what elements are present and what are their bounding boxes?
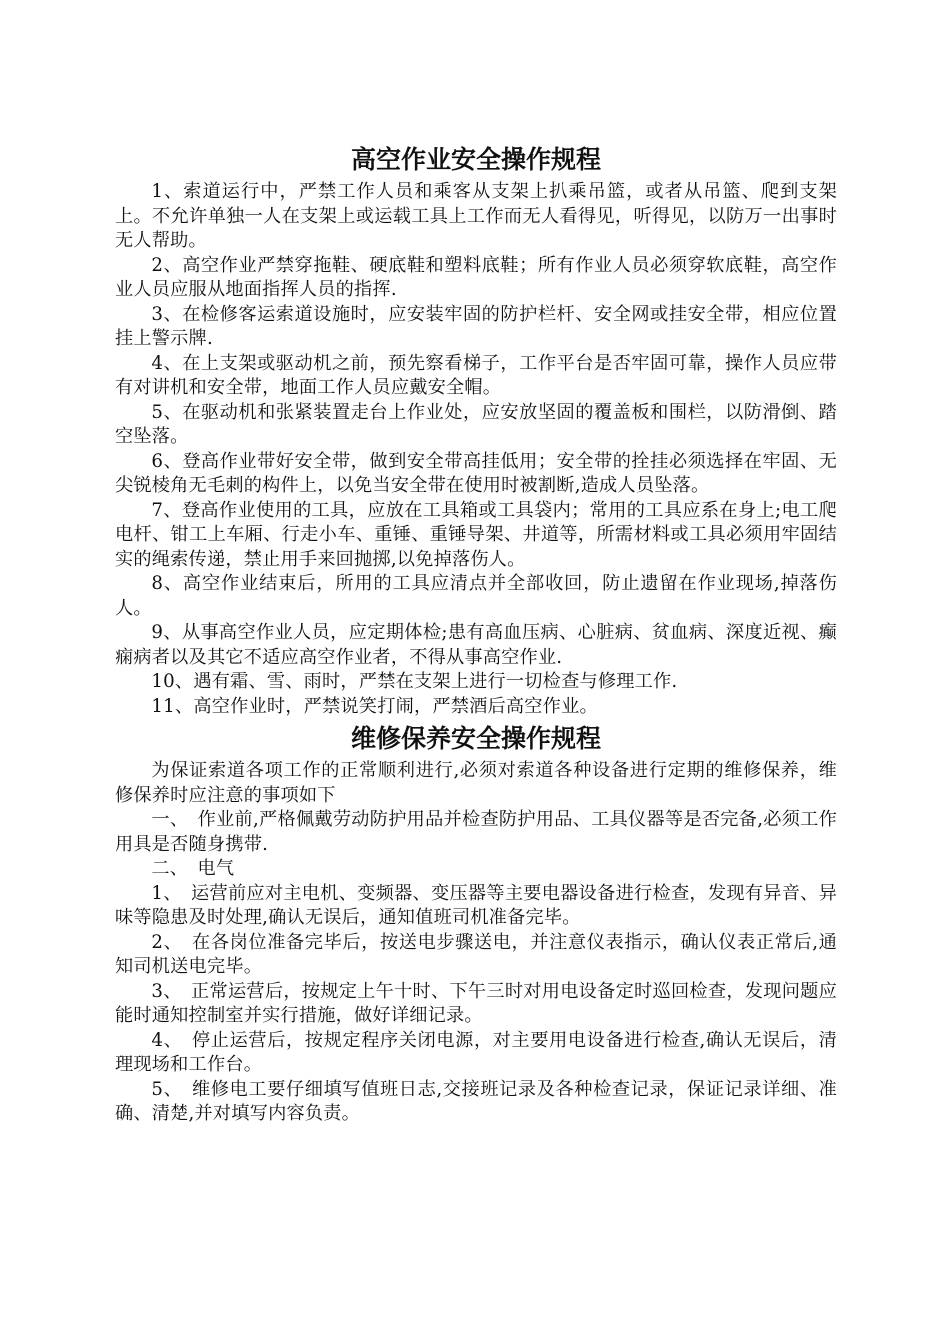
rule-paragraph: 8、高空作业结束后，所用的工具应清点并全部收回，防止遗留在作业现场,掉落伤人。 bbox=[115, 573, 837, 619]
rule-paragraph: 11、高空作业时，严禁说笑打闹，严禁酒后高空作业。 bbox=[151, 695, 598, 717]
rule-paragraph: 2、高空作业严禁穿拖鞋、硬底鞋和塑料底鞋；所有作业人员必须穿软底鞋，高空作业人员应服从地面指挥人员的指挥. bbox=[115, 254, 837, 300]
rule-paragraph: 6、登高作业带好安全带，做到安全带高挂低用；安全带的拴挂必须选择在牢固、无尖锐棱角无毛刺的构件上，以免当安全带在使用时被割断,造成人员坠落。 bbox=[115, 450, 837, 496]
rule-paragraph: 10、遇有霜、雪、雨时，严禁在支架上进行一切检查与修理工作. bbox=[151, 671, 678, 692]
section-title-high-altitude: 高空作业安全操作规程 bbox=[350, 145, 601, 174]
rule-paragraph: 7、登高作业使用的工具，应放在工具箱或工具袋内；常用的工具应系在身上;电工爬电杆、钳工上车厢、行走小车、重锤、重锤导架、井道等，所需材料或工具必须用牢固结实的绳索传递，禁止用手来回抛掷,以免掉落伤人。 bbox=[115, 499, 837, 570]
rule-paragraph: 5、 维修电工要仔细填写值班日志,交接班记录及各种检查记录，保证记录详细、准确、清楚,并对填写内容负责。 bbox=[115, 1078, 837, 1124]
rule-paragraph: 4、在上支架或驱动机之前，预先察看梯子，工作平台是否牢固可靠，操作人员应带有对讲机和安全带，地面工作人员应戴安全帽。 bbox=[115, 352, 837, 398]
document-page bbox=[115, 140, 837, 1127]
section-body-maintenance bbox=[115, 759, 837, 1127]
rule-paragraph: 一、 作业前,严格佩戴劳动防护用品并检查防护用品、工具仪器等是否完备,必须工作用具是否随身携带. bbox=[115, 809, 837, 855]
rule-paragraph: 9、从事高空作业人员，应定期体检;患有高血压病、心脏病、贫血病、深度近视、癫痫病者以及其它不适应高空作业者，不得从事高空作业. bbox=[115, 622, 837, 668]
rule-paragraph: 2、 在各岗位准备完毕后，按送电步骤送电，并注意仪表指示，确认仪表正常后,通知司机送电完毕。 bbox=[115, 931, 837, 977]
rule-paragraph: 3、 正常运营后，按规定上午十时、下午三时对用电设备定时巡回检查，发现问题应能时通知控制室并实行措施，做好详细记录。 bbox=[115, 980, 837, 1026]
rule-paragraph: 3、在检修客运索道设施时，应安装牢固的防护栏杆、安全网或挂安全带，相应位置挂上警示牌. bbox=[115, 303, 837, 349]
rule-paragraph: 为保证索道各项工作的正常顺利进行,必须对索道各种设备进行定期的维修保养，维修保养时应注意的事项如下 bbox=[115, 760, 837, 806]
rule-paragraph: 二、 电气 bbox=[151, 858, 235, 879]
rule-paragraph: 1、 运营前应对主电机、变频器、变压器等主要电器设备进行检查，发现有异音、异味等隐患及时处理,确认无误后，通知值班司机准备完毕。 bbox=[115, 882, 837, 928]
rule-paragraph: 5、在驱动机和张紧装置走台上作业处，应安放坚固的覆盖板和围栏，以防滑倒、踏空坠落。 bbox=[115, 401, 837, 447]
section-body-high-altitude bbox=[115, 180, 837, 719]
section-title-maintenance: 维修保养安全操作规程 bbox=[350, 724, 601, 753]
rule-paragraph: 1、索道运行中，严禁工作人员和乘客从支架上扒乘吊篮，或者从吊篮、爬到支架上。不允许单独一人在支架上或运载工具上工作而无人看得见，听得见，以防万一出事时无人帮助。 bbox=[115, 181, 837, 251]
rule-paragraph: 4、 停止运营后，按规定程序关闭电源，对主要用电设备进行检查,确认无误后，清理现场和工作台。 bbox=[115, 1029, 837, 1075]
